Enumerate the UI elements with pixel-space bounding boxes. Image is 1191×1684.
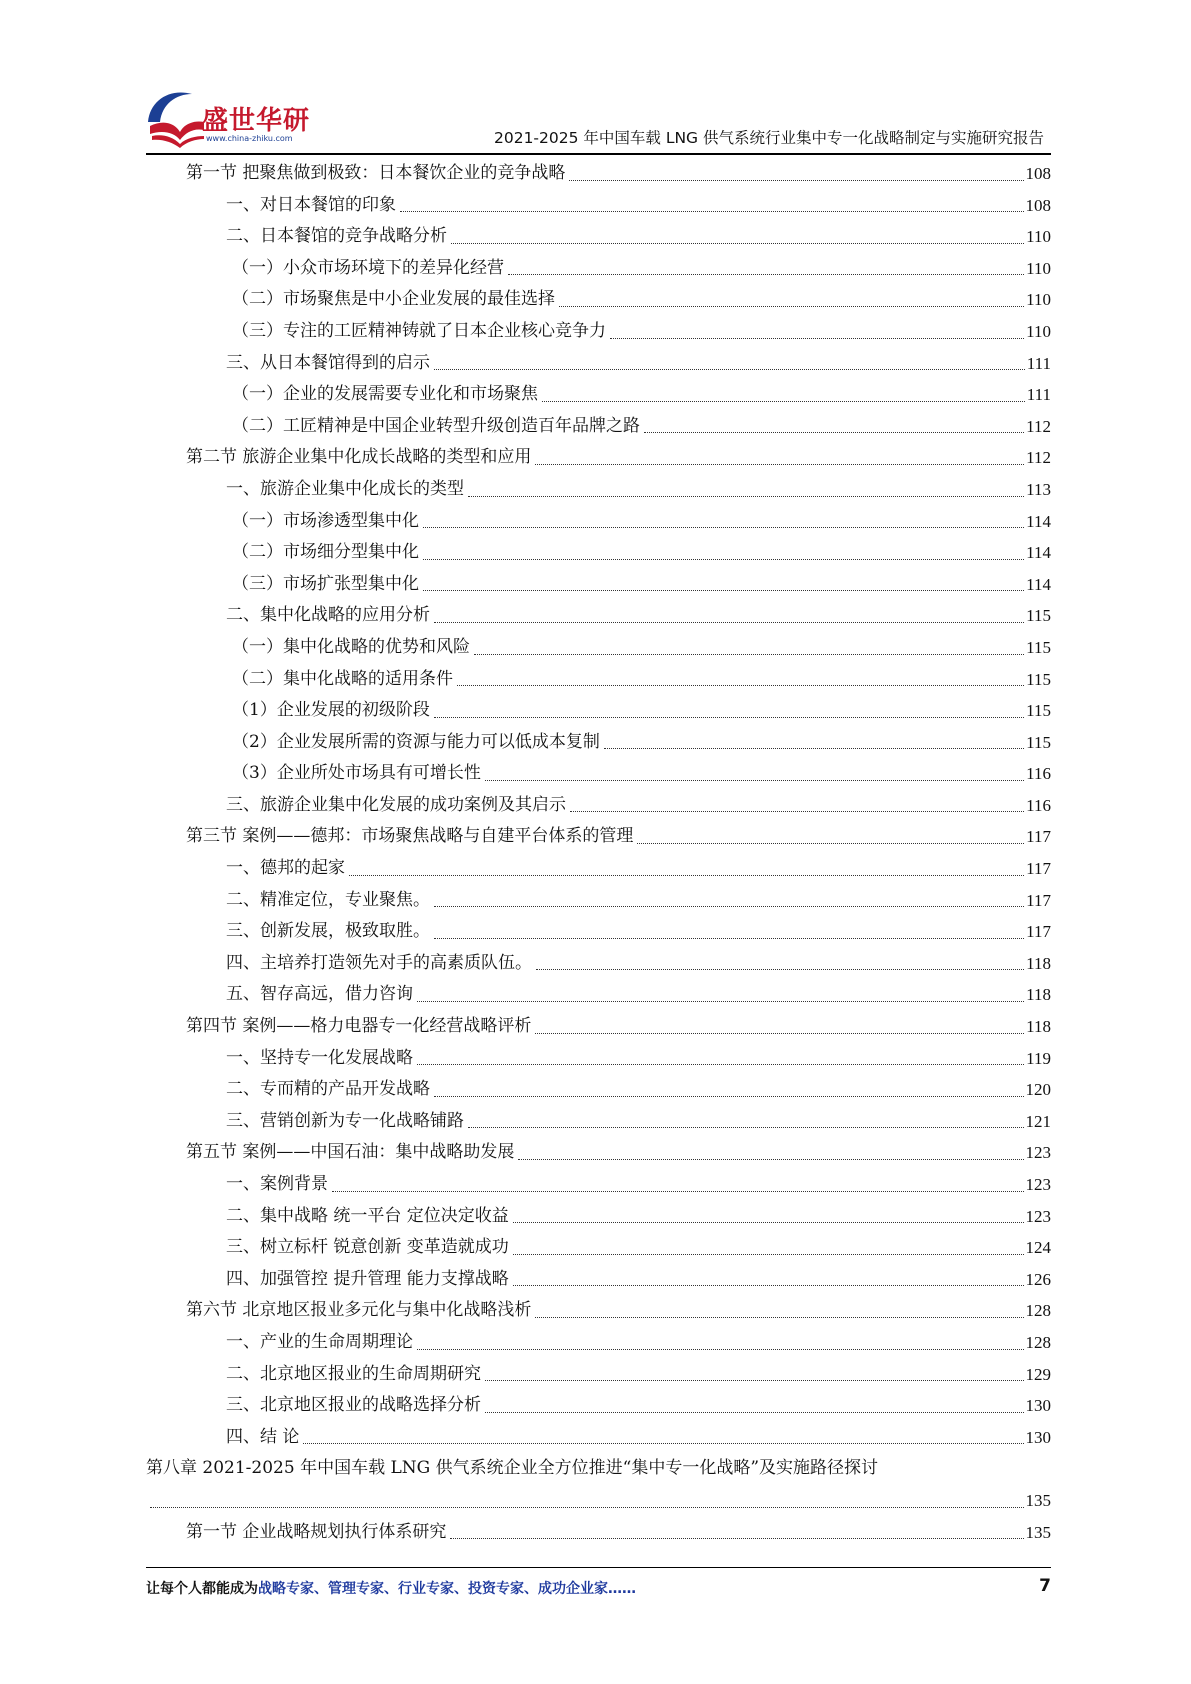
toc-entry-title: （2）企业发展所需的资源与能力可以低成本复制: [232, 731, 600, 752]
toc-leader-dots: [434, 938, 1024, 939]
toc-entry-title: 一、旅游企业集中化成长的类型: [226, 478, 464, 499]
toc-leader-dots: [535, 1033, 1024, 1034]
toc-leader-dots: [485, 780, 1024, 781]
toc-entry[interactable]: [146, 695, 1051, 727]
toc-page-number: 118: [1026, 1017, 1051, 1037]
toc-leader-dots: [417, 1349, 1024, 1350]
toc-entry-title: 一、对日本餐馆的印象: [226, 194, 396, 215]
slogan-prefix: 让每个人都能成为: [146, 1581, 258, 1597]
toc-entry-title: （二）工匠精神是中国企业转型升级创造百年品牌之路: [232, 415, 640, 436]
toc-entry-title: 第二节 旅游企业集中化成长战略的类型和应用: [186, 447, 532, 468]
toc-entry[interactable]: [146, 916, 1051, 948]
toc-entry[interactable]: [146, 758, 1051, 790]
footer-divider: [146, 1567, 1051, 1568]
toc-entry-title: 一、坚持专一化发展战略: [226, 1047, 413, 1068]
toc-entry-title: （二）市场细分型集中化: [232, 542, 419, 563]
toc-page-number: 114: [1026, 511, 1051, 531]
toc-leader-dots: [513, 1254, 1024, 1255]
toc-entry[interactable]: [146, 1390, 1051, 1422]
toc-entry-title: 三、旅游企业集中化发展的成功案例及其启示: [226, 794, 566, 815]
toc-page-number: 110: [1026, 290, 1051, 310]
toc-entry[interactable]: [146, 948, 1051, 980]
toc-page-number: 115: [1026, 637, 1051, 657]
logo-text: 盛世华研: [202, 106, 311, 136]
toc-entry-title: 第三节 案例——德邦：市场聚焦战略与自建平台体系的管理: [186, 826, 634, 847]
toc-entry-title: 四、结 论: [226, 1426, 300, 1447]
toc-entry[interactable]: [146, 632, 1051, 664]
toc-leader-dots: [559, 306, 1024, 307]
toc-entry[interactable]: [146, 1359, 1051, 1391]
toc-entry-title: 第六节 北京地区报业多元化与集中化战略浅析: [186, 1300, 532, 1321]
toc-page-number: 135: [1025, 1522, 1051, 1542]
toc-page-number: 112: [1026, 448, 1051, 468]
toc-leader-dots: [457, 685, 1024, 686]
toc-leader-dots: [434, 1096, 1024, 1097]
toc-entry-title: 二、北京地区报业的生命周期研究: [226, 1363, 481, 1384]
toc-leader-dots: [451, 243, 1024, 244]
toc-page-number: 117: [1026, 859, 1051, 879]
toc-entry[interactable]: [146, 821, 1051, 853]
toc-leader-dots: [349, 875, 1024, 876]
toc-chapter-page-row[interactable]: [146, 1485, 1051, 1517]
toc-leader-dots: [303, 1443, 1023, 1444]
toc-leader-dots: [610, 338, 1024, 339]
toc-entry-title: 二、集中化战略的应用分析: [226, 605, 430, 626]
toc-entry[interactable]: [146, 1201, 1051, 1233]
toc-page-number: 110: [1026, 321, 1051, 341]
toc-leader-dots: [637, 843, 1024, 844]
toc-leader-dots: [513, 1285, 1024, 1286]
toc-entry[interactable]: [146, 1232, 1051, 1264]
toc-chapter-text: 第八章 2021-2025 年中国车载 LNG 供气系统企业全方位推进“集中专一化战略”及实施路径探讨: [146, 1458, 879, 1479]
toc-leader-dots: [332, 1191, 1024, 1192]
toc-entry[interactable]: [146, 1327, 1051, 1359]
toc-entry-title: 三、营销创新为专一化战略铺路: [226, 1110, 464, 1131]
toc-leader-dots: [423, 527, 1024, 528]
toc-entry-title: 第一节 把聚焦做到极致：日本餐饮企业的竞争战略: [186, 163, 566, 183]
toc-entry[interactable]: [146, 1137, 1051, 1169]
toc-leader-dots: [468, 496, 1024, 497]
toc-leader-dots: [485, 1380, 1024, 1381]
toc-entry-title: 第一节 企业战略规划执行体系研究: [186, 1521, 447, 1542]
toc-leader-dots: [417, 1064, 1024, 1065]
toc-page-number: 116: [1026, 764, 1051, 784]
toc-page-number: 115: [1026, 701, 1051, 721]
toc-entry[interactable]: [146, 158, 1051, 190]
toc-entry-title: 一、德邦的起家: [226, 858, 345, 879]
toc-entry-title: 四、加强管控 提升管理 能力支撑战略: [226, 1268, 509, 1289]
toc-entry[interactable]: [146, 1422, 1051, 1454]
toc-page-number: 119: [1026, 1048, 1051, 1068]
toc-main-list: [146, 158, 1051, 1453]
toc-entry[interactable]: [146, 569, 1051, 601]
toc-leader-dots: [542, 401, 1025, 402]
toc-leader-dots: [644, 432, 1024, 433]
toc-leader-dots: [434, 717, 1024, 718]
toc-entry-title: 五、智存高远，借力咨询: [226, 984, 413, 1005]
toc-leader-dots: [150, 1507, 1024, 1508]
toc-leader-dots: [535, 1317, 1023, 1318]
toc-entry[interactable]: [146, 316, 1051, 348]
toc-page-number: 123: [1025, 1175, 1051, 1194]
toc-entry[interactable]: [146, 411, 1051, 443]
toc-page-number: 111: [1026, 385, 1051, 405]
toc-leader-dots: [569, 180, 1023, 181]
toc-entry[interactable]: [146, 284, 1051, 316]
toc-page-number: 114: [1026, 574, 1051, 594]
toc-page-number: 126: [1025, 1269, 1051, 1289]
toc-entry[interactable]: [146, 1074, 1051, 1106]
toc-page-number: 128: [1025, 1301, 1051, 1321]
page-header: [0, 0, 1191, 156]
toc-entry-title: （三）市场扩张型集中化: [232, 573, 419, 594]
toc-entry-title: （一）小众市场环境下的差异化经营: [232, 257, 504, 278]
toc-page-number: 116: [1026, 795, 1051, 815]
toc-entry-title: （三）专注的工匠精神铸就了日本企业核心竞争力: [232, 320, 606, 341]
toc-entry[interactable]: [146, 379, 1051, 411]
logo-url: www.china-zhiku.com: [206, 134, 293, 143]
toc-entry-title: 三、从日本餐馆得到的启示: [226, 352, 430, 373]
toc-entry-title: （一）企业的发展需要专业化和市场聚焦: [232, 384, 538, 405]
toc-entry[interactable]: [146, 1043, 1051, 1075]
toc-page-number: 108: [1025, 164, 1051, 183]
toc-page-number: 112: [1026, 416, 1051, 436]
toc-leader-dots: [417, 1001, 1024, 1002]
toc-leader-dots: [508, 274, 1024, 275]
toc-chapter-title[interactable]: [146, 1453, 1051, 1485]
toc-entry-title: 第五节 案例——中国石油：集中战略助发展: [186, 1142, 515, 1163]
toc-entry[interactable]: [146, 506, 1051, 538]
toc-page-number: 129: [1025, 1364, 1051, 1384]
toc-entry[interactable]: [146, 474, 1051, 506]
toc-entry-title: （一）集中化战略的优势和风险: [232, 636, 470, 657]
toc-leader-dots: [468, 1127, 1024, 1128]
toc-entry[interactable]: [146, 537, 1051, 569]
toc-leader-dots: [450, 1538, 1023, 1539]
toc-entry-title: （二）市场聚焦是中小企业发展的最佳选择: [232, 289, 555, 310]
toc-entry[interactable]: [146, 1169, 1051, 1201]
toc-after-list: [146, 1517, 1051, 1549]
toc-entry-title: （二）集中化战略的适用条件: [232, 668, 453, 689]
toc-entry-title: （1）企业发展的初级阶段: [232, 700, 430, 721]
toc-page-number: 115: [1026, 606, 1051, 626]
toc-entry-title: 二、专而精的产品开发战略: [226, 1079, 430, 1100]
toc-leader-dots: [434, 906, 1024, 907]
toc-page-number: 118: [1026, 953, 1051, 973]
toc-leader-dots: [518, 1159, 1023, 1160]
toc-leader-dots: [570, 811, 1024, 812]
toc-leader-dots: [474, 654, 1024, 655]
toc-entry[interactable]: [146, 1295, 1051, 1327]
toc-page-number: 118: [1026, 985, 1051, 1005]
toc-page-number: 117: [1026, 827, 1051, 847]
toc-entry-title: （3）企业所处市场具有可增长性: [232, 763, 481, 784]
toc-entry-title: 一、产业的生命周期理论: [226, 1331, 413, 1352]
toc-page-number: 120: [1025, 1080, 1051, 1100]
toc-page-number: 111: [1026, 353, 1051, 373]
toc-entry[interactable]: [146, 979, 1051, 1011]
logo-book-icon: [140, 82, 210, 152]
toc-leader-dots: [536, 969, 1024, 970]
toc-page-number: 113: [1026, 479, 1051, 499]
toc-page-number: 115: [1026, 732, 1051, 752]
toc-leader-dots: [485, 1412, 1024, 1413]
toc-entry[interactable]: [146, 1011, 1051, 1043]
table-of-contents: [146, 158, 1051, 1548]
toc-page-number: 130: [1025, 1396, 1051, 1416]
toc-page-number: 135: [1025, 1490, 1051, 1510]
toc-entry[interactable]: [146, 664, 1051, 696]
toc-page-number: 124: [1025, 1238, 1051, 1258]
toc-page-number: 123: [1025, 1143, 1051, 1163]
footer-slogan: [146, 1578, 636, 1598]
toc-page-number: 110: [1026, 258, 1051, 278]
toc-leader-dots: [535, 464, 1024, 465]
toc-leader-dots: [423, 590, 1024, 591]
toc-page-number: 130: [1025, 1427, 1051, 1447]
toc-entry-title: 一、案例背景: [226, 1174, 328, 1194]
toc-entry-title: 四、主培养打造领先对手的高素质队伍。: [226, 952, 532, 973]
toc-entry-title: 二、精准定位，专业聚焦。: [226, 889, 430, 910]
toc-page-number: 117: [1026, 890, 1051, 910]
toc-entry-title: 三、创新发展，极致取胜。: [226, 921, 430, 942]
toc-entry-title: 二、集中战略 统一平台 定位决定收益: [226, 1205, 509, 1226]
toc-page-number: 117: [1026, 922, 1051, 942]
toc-leader-dots: [434, 369, 1025, 370]
toc-entry[interactable]: [146, 853, 1051, 885]
toc-entry[interactable]: [146, 1106, 1051, 1138]
header-divider: [146, 153, 1051, 155]
document-title: 2021-2025 年中国车载 LNG 供气系统行业集中专一化战略制定与实施研究报告: [493, 129, 1044, 147]
toc-leader-dots: [400, 211, 1024, 212]
company-logo: [140, 82, 320, 154]
toc-entry[interactable]: [146, 442, 1051, 474]
toc-page-number: 114: [1026, 543, 1051, 563]
toc-entry-title: 三、树立标杆 锐意创新 变革造就成功: [226, 1237, 509, 1258]
toc-page-number: 123: [1025, 1206, 1051, 1226]
toc-page-number: 108: [1025, 195, 1051, 215]
toc-page-number: 110: [1026, 227, 1051, 247]
toc-entry[interactable]: [146, 253, 1051, 285]
toc-leader-dots: [604, 748, 1024, 749]
toc-entry[interactable]: [146, 600, 1051, 632]
toc-entry[interactable]: [146, 727, 1051, 759]
toc-entry[interactable]: [146, 1264, 1051, 1296]
toc-leader-dots: [513, 1222, 1024, 1223]
toc-entry-title: 第四节 案例——格力电器专一化经营战略评析: [186, 1016, 532, 1037]
toc-entry[interactable]: [146, 221, 1051, 253]
toc-entry-title: 二、日本餐馆的竞争战略分析: [226, 226, 447, 247]
slogan-highlight: 战略专家、管理专家、行业专家、投资专家、成功企业家……: [258, 1581, 636, 1597]
toc-page-number: 128: [1025, 1332, 1051, 1352]
toc-entry[interactable]: [146, 348, 1051, 380]
toc-leader-dots: [423, 559, 1024, 560]
toc-entry[interactable]: [146, 790, 1051, 822]
toc-entry[interactable]: [146, 190, 1051, 222]
toc-page-number: 121: [1025, 1111, 1051, 1131]
toc-entry[interactable]: [146, 885, 1051, 917]
toc-page-number: 115: [1026, 669, 1051, 689]
toc-entry-title: （一）市场渗透型集中化: [232, 510, 419, 531]
page-number: 7: [1039, 1576, 1051, 1596]
toc-entry[interactable]: [146, 1517, 1051, 1549]
toc-leader-dots: [434, 622, 1024, 623]
toc-entry-title: 三、北京地区报业的战略选择分析: [226, 1395, 481, 1416]
